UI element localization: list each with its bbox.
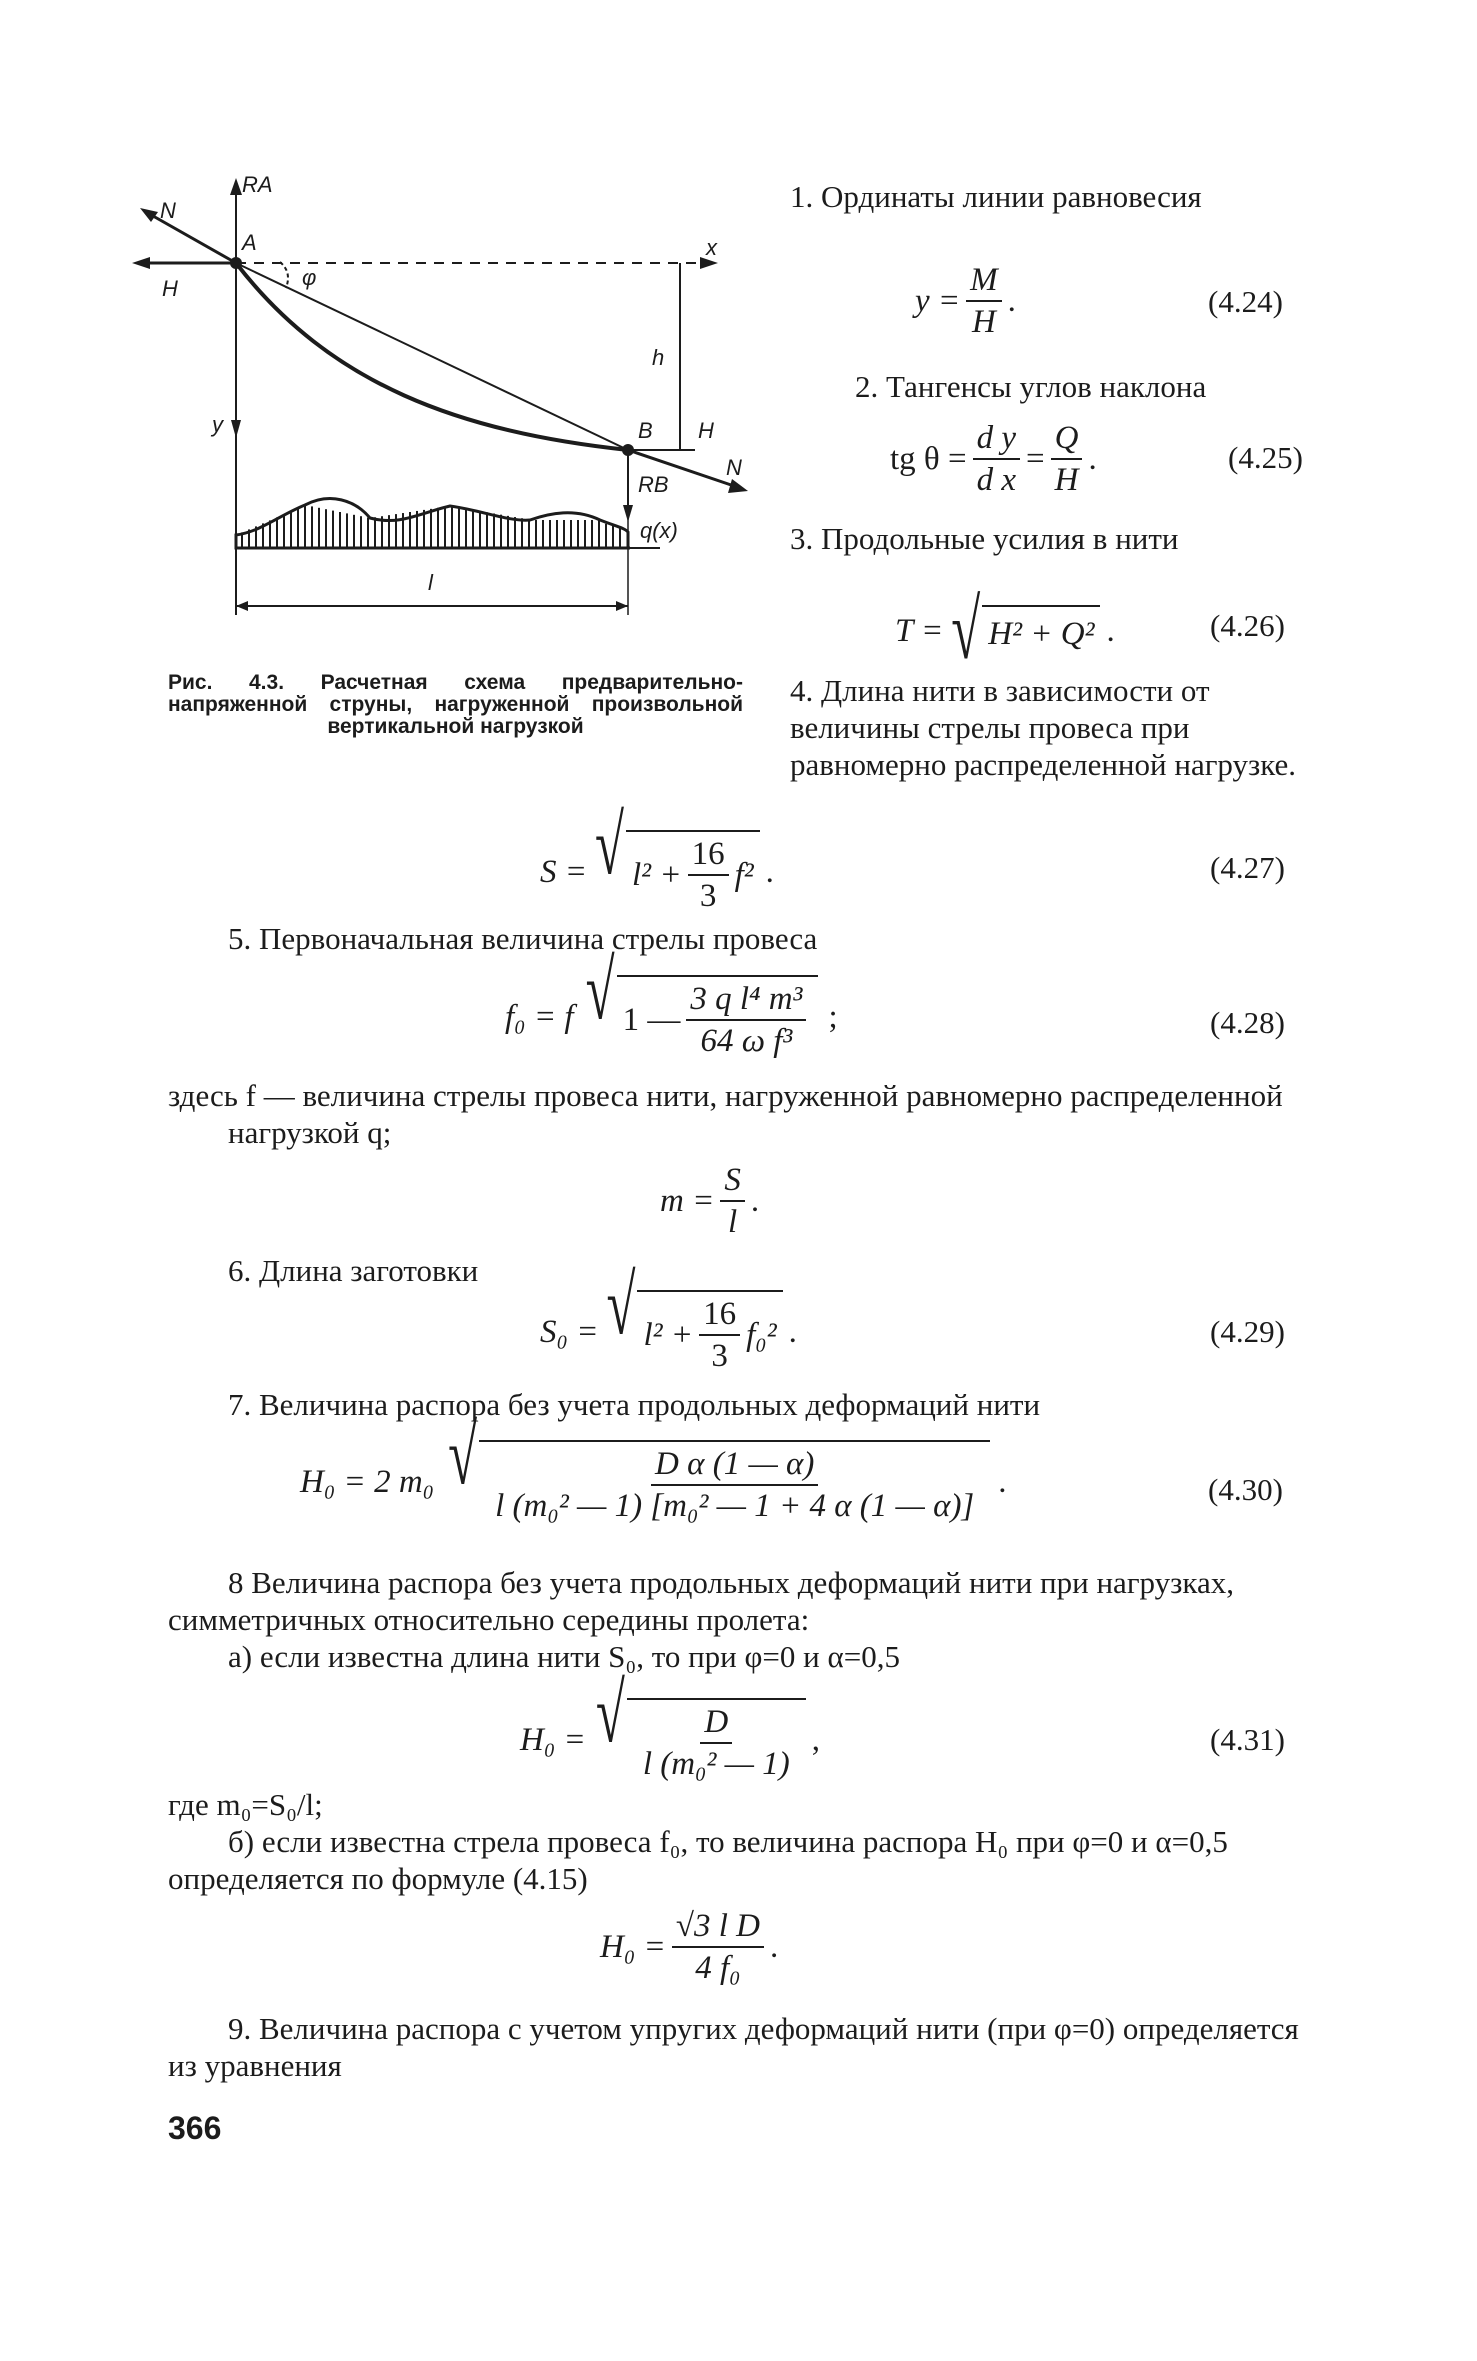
eq428-num: 3 q l⁴ m³ — [686, 981, 806, 1021]
eq424-num: M — [966, 262, 1002, 302]
item-3-text: 3. Продольные усилия в нити — [790, 521, 1179, 556]
eq427-b: f² — [734, 856, 754, 893]
item-8b-text: б) если известна стрела провеса f₀, то величина распора H₀ при φ=0 и α=0,5 определяется по формуле (4.15) — [168, 1824, 1228, 1896]
l-arrow-right — [616, 601, 628, 611]
equation-4-24 — [915, 262, 1016, 341]
eq429-tail: . — [788, 1313, 797, 1350]
eqh0-fraction — [672, 1908, 764, 1987]
n-right-arrowhead — [728, 479, 748, 493]
eq427-root: √ l² + $\frac{16}{3}$ f² — [595, 830, 760, 915]
equation-4-27 — [540, 799, 774, 915]
eq424-den: H — [972, 304, 996, 341]
label-n-right: N — [726, 455, 742, 480]
item-8a-text: а) если известна длина нити S₀, то при φ=0 и α=0,5 — [228, 1639, 900, 1674]
item-9-text: 9. Величина распора с учетом упругих деформаций нити (при φ=0) определяется из уравнения — [168, 2011, 1299, 2083]
figure-caption: Рис. 4.3. Расчетная схема предварительно-напряженной струны, нагруженной произвольной вертикальной нагрузкой — [168, 671, 743, 738]
eq424-fraction — [966, 262, 1002, 341]
eq431-lhs: H₀ = — [520, 1721, 586, 1758]
eq425-den2: H — [1054, 462, 1079, 499]
eq425-den1: d x — [976, 462, 1016, 499]
equation-4-26 — [895, 584, 1115, 678]
label-a: A — [242, 230, 257, 255]
eqm-tail: . — [750, 1182, 760, 1219]
eq431-root: √ $\frac{D}{\text{l (m₀² — 1)}}$ — [596, 1698, 806, 1783]
equation-number-4-29: (4.29) — [1210, 1314, 1285, 1349]
eq427-den: 3 — [699, 878, 717, 915]
label-h-left: H — [162, 276, 178, 301]
label-ra: RA — [242, 172, 273, 197]
label-phi: φ — [302, 265, 317, 290]
eq428-root: √ 1 — $\frac{\text{3 q l⁴ m³}}{\text{64 ω f³}}$ — [586, 975, 819, 1060]
equation-4-30 — [300, 1409, 1007, 1525]
equation-number-4-28: (4.28) — [1210, 1005, 1285, 1040]
eq429-a: l² + — [643, 1316, 694, 1353]
equation-number-4-31: (4.31) — [1210, 1722, 1285, 1757]
h-left-arrowhead — [132, 257, 150, 269]
eq425-tail: . — [1088, 440, 1097, 477]
eq430-num: D α (1 — α) — [651, 1446, 818, 1486]
eq427-lhs: S = — [540, 853, 588, 890]
point-b — [622, 444, 634, 456]
label-rb: RB — [638, 472, 669, 497]
label-h: h — [652, 345, 665, 370]
eq426-root: √ H² + Q² — [951, 605, 1100, 658]
eq424-lhs: y = — [915, 282, 961, 319]
eq429-lhs: S₀ = — [540, 1313, 599, 1350]
eq427-tail: . — [765, 853, 774, 890]
label-x: x — [706, 235, 717, 260]
item-4-text: 4. Длина нити в зависимости от величины стрелы провеса при равномерно распределенной нагрузке. — [790, 673, 1297, 782]
label-y: y — [212, 412, 223, 437]
equation-number-4-27: (4.27) — [1210, 850, 1285, 885]
eq429-b: f₀² — [746, 1316, 777, 1353]
eq431-den: l (m₀² — 1) — [642, 1746, 790, 1783]
eqh0-den: 4 f₀ — [695, 1950, 741, 1987]
eq428-lhs: f₀ = f — [505, 998, 574, 1035]
item-8-text: 8 Величина распора без учета продольных деформаций нити при нагрузках, симметричных относительно середины пролета: — [168, 1565, 1234, 1637]
eq427-a: l² + — [632, 856, 682, 893]
equation-4-29 — [540, 1259, 797, 1375]
eq431-num: D — [700, 1704, 732, 1744]
eqm-fraction — [720, 1162, 745, 1241]
n-left-arrowhead — [140, 208, 158, 222]
label-qx: q(x) — [640, 518, 678, 543]
item-1-text: 1. Ординаты линии равновесия — [790, 179, 1202, 214]
eq429-den: 3 — [711, 1338, 728, 1375]
eq429-root: √ l² + $\frac{16}{3}$ f₀² — [607, 1290, 783, 1375]
item-2-text: 2. Тангенсы углов наклона — [855, 369, 1207, 404]
equation-4-31 — [520, 1667, 820, 1783]
eqh0-tail: . — [769, 1928, 779, 1965]
equation-number-4-24: (4.24) — [1208, 284, 1283, 319]
eq431-tail: , — [811, 1721, 820, 1758]
eq428-tail: ; — [828, 998, 838, 1035]
eq430-tail: . — [998, 1463, 1007, 1500]
eq430-root: √ $\frac{\text{D α (1 — α)}}{\text{l (m₀² — 1) [m₀² — 1 + 4 α (1 — α)]}}$ — [448, 1440, 990, 1525]
equation-number-4-25: (4.25) — [1228, 440, 1303, 475]
equation-m — [660, 1162, 759, 1241]
equation-4-28 — [505, 944, 838, 1060]
equation-number-4-26: (4.26) — [1210, 608, 1285, 643]
eq426-lhs: T = — [895, 612, 944, 649]
eq426-tail: . — [1106, 612, 1115, 649]
eqh0-lhs: H₀ = — [600, 1928, 666, 1965]
y-arrowhead — [231, 420, 241, 438]
label-n-left: N — [160, 198, 176, 223]
page-number: 366 — [168, 2110, 222, 2146]
equation-4-25 — [890, 420, 1097, 499]
eqm-num: S — [720, 1162, 745, 1202]
eq425-fraction-1 — [973, 420, 1020, 499]
item-5-text: 5. Первоначальная величина стрелы провеса — [228, 921, 818, 956]
label-b: B — [638, 418, 653, 443]
ra-arrowhead — [230, 178, 242, 195]
eq425-num1: d y — [973, 420, 1020, 460]
item-7-text: 7. Величина распора без учета продольных деформаций нити — [228, 1387, 1041, 1422]
note-f-definition: здесь f — величина стрелы провеса нити, нагруженной равномерно распределенной нагрузкой q; — [168, 1078, 1283, 1150]
load-hatching — [242, 505, 620, 548]
eq427-num: 16 — [688, 836, 729, 876]
point-a — [230, 257, 242, 269]
equation-number-4-30: (4.30) — [1208, 1472, 1283, 1507]
eq424-tail: . — [1007, 282, 1016, 319]
eq428-den: 64 ω f³ — [700, 1023, 793, 1060]
eqm-den: l — [728, 1204, 738, 1241]
equation-h0 — [600, 1908, 778, 1987]
eq425-lhs: tg θ = — [890, 440, 967, 477]
where-m0: где m₀=S₀/l; — [168, 1787, 323, 1822]
figure-4-3-diagram — [130, 170, 770, 620]
label-l: l — [428, 570, 433, 595]
eq428-a: 1 — — [622, 1001, 681, 1038]
eq429-num: 16 — [699, 1296, 740, 1336]
eq425-num2: Q — [1051, 420, 1083, 460]
eq426-radicand: H² + Q² — [982, 605, 1100, 658]
eq430-den: l (m₀² — 1) [m₀² — 1 + 4 α (1 — α)] — [495, 1488, 975, 1525]
item-6-text: 6. Длина заготовки — [228, 1253, 479, 1288]
chord-line — [236, 263, 628, 450]
l-arrow-left — [236, 601, 248, 611]
eqh0-num: √3 l D — [672, 1908, 764, 1948]
eq425-equals: = — [1026, 440, 1045, 477]
eq430-lhs: H₀ = 2 m₀ — [300, 1463, 435, 1500]
eq425-fraction-2 — [1051, 420, 1083, 499]
label-h-right: H — [698, 418, 714, 443]
eqm-lhs: m = — [660, 1182, 715, 1219]
